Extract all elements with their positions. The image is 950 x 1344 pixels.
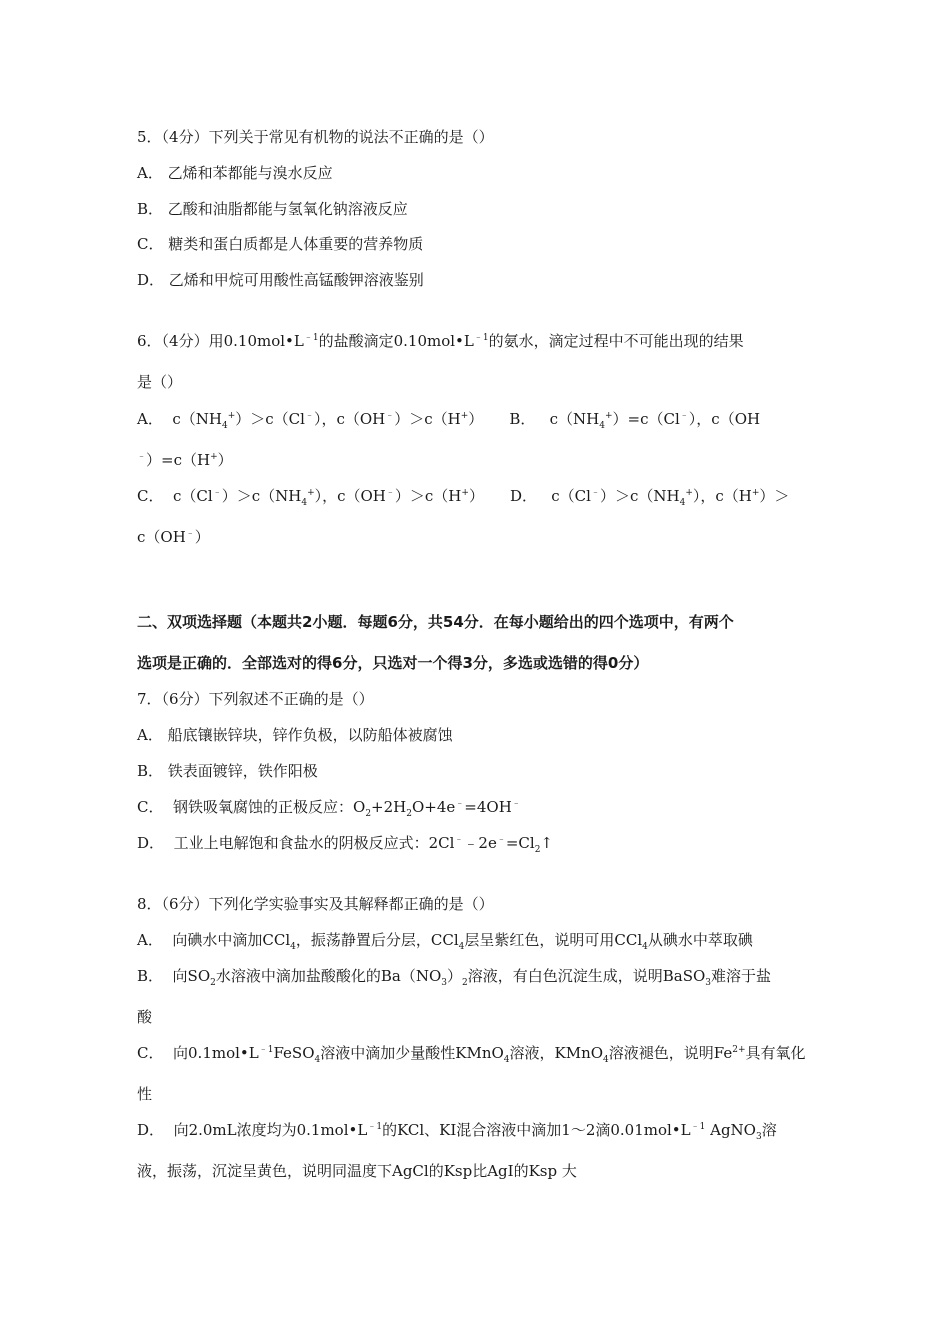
section2-heading-line1: 二、双项选择题（本题共2小题．每题6分，共54分．在每小题给出的四个选项中，有两个 <box>137 613 734 631</box>
q6-option-c: C． $c(Cl^﹣)>c(NH_4^+)$，c（OH﹣）＞c（H+） D． $c(Cl^﹣)>c(NH_4^+)$，c（H+）＞ <box>137 487 790 508</box>
q8-option-c-cont: 性 <box>137 1085 153 1103</box>
q8-option-c: C． 向$0.1mol•L^{﹣1}FeSO_4$溶液中滴加少量酸性KMnO$_4$溶液，KMnO$_4$溶液褪色，说明$Fe^{2+}$具有氧化 <box>137 1044 806 1065</box>
q6-stem-part2: 的盐酸滴定0.10mol•L <box>318 332 474 350</box>
q6-option-b-cont: ﹣）=c（H+） <box>137 451 233 469</box>
q8-option-d: D． 向2.0mL浓度均为$0.1mol•L^{﹣1}$的KCl、KI混合溶液中滴加1～2滴$0.01mol•L^{﹣1}$ AgNO$_3$溶 <box>137 1121 777 1142</box>
q8-stem: 8．（6分）下列化学实验事实及其解释都正确的是（） <box>137 895 494 913</box>
q6-option-a: A． $c(NH_4^+)>c(Cl^﹣)$，c（OH﹣）＞c（H+） B． $c(NH_4^+)=c(Cl^﹣)$，c（OH <box>137 410 761 431</box>
q6-stem <box>137 331 744 351</box>
q5-option-a: A． 乙烯和苯都能与溴水反应 <box>137 164 333 182</box>
q6-option-b: B． $c(NH_4^+)=c(Cl^﹣)$，c（OH <box>509 410 761 431</box>
q8-option-d-cont: 液，振荡，沉淀呈黄色，说明同温度下AgCl的Ksp比AgI的Ksp 大 <box>137 1162 577 1180</box>
q6-stem-line2: 是（） <box>137 373 183 391</box>
q8-option-a: A． 向碘水中滴加CCl$_4$，振荡静置后分层，CCl$_4$层呈紫红色，说明可用CCl$_4$从碘水中萃取碘 <box>137 931 753 952</box>
q8-option-b: B． 向$SO_2$水溶液中滴加盐酸酸化的$Ba(NO_3)_2$溶液，有白色沉淀生成，说明BaSO$_3$难溶于盐 <box>137 967 772 988</box>
q5-option-b: B． 乙酸和油脂都能与氢氧化钠溶液反应 <box>137 200 408 218</box>
section2-heading-line2: 选项是正确的．全部选对的得6分，只选对一个得3分，多选或选错的得0分） <box>137 654 649 672</box>
q7-option-d: D． 工业上电解饱和食盐水的阴极反应式：$2Cl^﹣﹣2e^﹣=Cl_2↑$ <box>137 834 553 855</box>
q7-option-c: C． 钢铁吸氧腐蚀的正极反应：$O_2+2H_2O+4e^﹣=4OH^﹣$ <box>137 798 521 819</box>
q7-stem: 7．（6分）下列叙述不正确的是（） <box>137 690 374 708</box>
q6-option-d: D． $c(Cl^﹣)>c(NH_4^+)$，c（H+）＞ <box>509 487 790 508</box>
q6-option-d-cont: c（OH﹣） <box>137 528 210 546</box>
q7-option-a: A． 船底镶嵌锌块，锌作负极，以防船体被腐蚀 <box>137 726 453 744</box>
q7-option-b: B． 铁表面镀锌，铁作阳极 <box>137 762 318 780</box>
q6-stem-sup2: ﹣1 <box>473 333 489 343</box>
q5-option-d: D． 乙烯和甲烷可用酸性高锰酸钾溶液鉴别 <box>137 271 424 289</box>
q5-stem: 5．（4分）下列关于常见有机物的说法不正确的是（） <box>137 128 494 146</box>
q8-option-b-cont: 酸 <box>137 1008 153 1026</box>
q6-stem-part3: 的氨水，滴定过程中不可能出现的结果 <box>488 332 744 350</box>
q6-stem-part1: 6．（4分）用0.10mol•L <box>137 332 304 350</box>
q5-option-c: C． 糖类和蛋白质都是人体重要的营养物质 <box>137 235 424 253</box>
q6-stem-sup1: ﹣1 <box>303 333 319 343</box>
